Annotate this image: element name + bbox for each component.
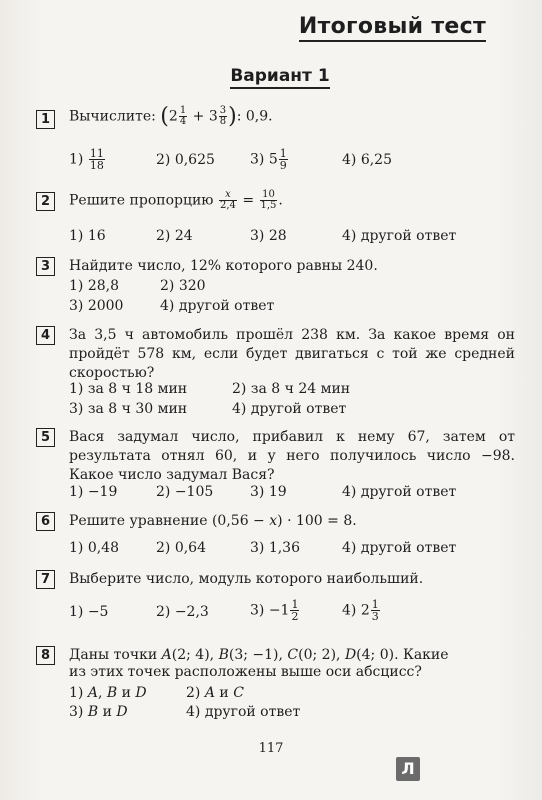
task-question: Решите уравнение (0,56 − x) · 100 = 8. <box>69 513 357 529</box>
task-number: 8 <box>36 646 55 665</box>
answer-option-2: 2) 24 <box>156 228 193 244</box>
answer-option-4: 4) другой ответ <box>342 228 457 244</box>
answer-option-4: 4) 2 $\frac{1}{3}$ <box>342 598 379 623</box>
answer-option-1: 1) −5 <box>69 604 109 620</box>
task-question: Решите пропорцию $\frac{x}{2,4}$ = $\frac{10}{1,5}$ . <box>69 189 283 211</box>
task-number: 2 <box>36 192 55 211</box>
task-question: За 3,5 ч автомобиль прошёл 238 км. За какое время он пройдёт 578 км, если будет двигаться с той же средней скоростью? <box>69 327 515 381</box>
answer-option-3: 3) −1 $\frac{1}{2}$ <box>250 598 299 623</box>
answer-option-4: 4) другой ответ <box>186 704 301 720</box>
answer-option-2: 2) за 8 ч 24 мин <box>232 381 351 397</box>
task-question-line-1: Даны точки A(2; 4), B(3; −1), C(0; 2), D(4; 0). Какие <box>69 647 449 663</box>
answer-option-2: 2) 0,625 <box>156 152 215 168</box>
answer-option-1: 1) A, B и D <box>69 685 147 701</box>
answer-option-2: 2) A и C <box>186 685 244 701</box>
task-number: 6 <box>36 512 55 531</box>
task-number: 3 <box>36 257 55 276</box>
task-question: Вася задумал число, прибавил к нему 67, затем от результата отнял 60, и у него получилось число −98. Какое число задумал Вася? <box>69 429 515 483</box>
answer-option-3: 3) B и D <box>69 704 128 720</box>
task-question: Вычислите: (2 $\frac{1}{4}$ + 3 $\frac{3}{8}$ ): 0,9. <box>69 104 273 129</box>
answer-option-1: 1) 16 <box>69 228 106 244</box>
answer-option-3: 3) 1,36 <box>250 540 300 556</box>
answer-option-2: 2) 0,64 <box>156 540 206 556</box>
answer-option-3: 3) 19 <box>250 484 287 500</box>
task-number: 5 <box>36 428 55 447</box>
task-number: 1 <box>36 110 55 129</box>
answer-option-1: 1) за 8 ч 18 мин <box>69 381 188 397</box>
answer-option-3: 3) за 8 ч 30 мин <box>69 401 188 417</box>
answer-option-4: 4) другой ответ <box>232 401 347 417</box>
answer-option-1: 1) 0,48 <box>69 540 119 556</box>
answer-option-2: 2) 320 <box>160 278 206 294</box>
answer-option-3: 3) 5 $\frac{1}{9}$ <box>250 147 287 172</box>
task-number: 7 <box>36 570 55 589</box>
page-title: Итоговый тест <box>299 14 486 42</box>
fraction: $\frac{1}{2}$ <box>291 598 299 623</box>
answer-option-4: 4) другой ответ <box>160 298 275 314</box>
fraction: $\frac{1}{9}$ <box>279 147 287 172</box>
answer-option-3: 3) 2000 <box>69 298 124 314</box>
page-number: 117 <box>258 741 284 756</box>
answer-option-1: 1) −19 <box>69 484 118 500</box>
answer-option-3: 3) 28 <box>250 228 287 244</box>
task-question: Выберите число, модуль которого наибольший. <box>69 571 424 587</box>
fraction: $\frac{1}{3}$ <box>371 598 379 623</box>
publisher-logo-icon: Л <box>396 757 420 781</box>
answer-option-1: 1) 28,8 <box>69 278 119 294</box>
task-question-line-2: из этих точек расположены выше оси абсцисс? <box>69 664 422 680</box>
answer-option-2: 2) −105 <box>156 484 214 500</box>
fraction: $\frac{3}{8}$ <box>219 105 227 127</box>
answer-option-2: 2) −2,3 <box>156 604 209 620</box>
answer-option-4: 4) другой ответ <box>342 484 457 500</box>
task-question: Найдите число, 12% которого равны 240. <box>69 258 378 274</box>
task-number: 4 <box>36 326 55 345</box>
answer-option-1: 1) $\frac{11}{18}$ <box>69 147 104 172</box>
fraction: $\frac{1}{4}$ <box>179 105 187 127</box>
fraction: $\frac{10}{1,5}$ <box>260 189 277 211</box>
answer-option-4: 4) другой ответ <box>342 540 457 556</box>
variant-heading: Вариант 1 <box>0 66 542 86</box>
fraction: $\frac{x}{2,4}$ <box>219 189 236 211</box>
fraction: $\frac{11}{18}$ <box>89 147 104 172</box>
answer-option-4: 4) 6,25 <box>342 152 392 168</box>
